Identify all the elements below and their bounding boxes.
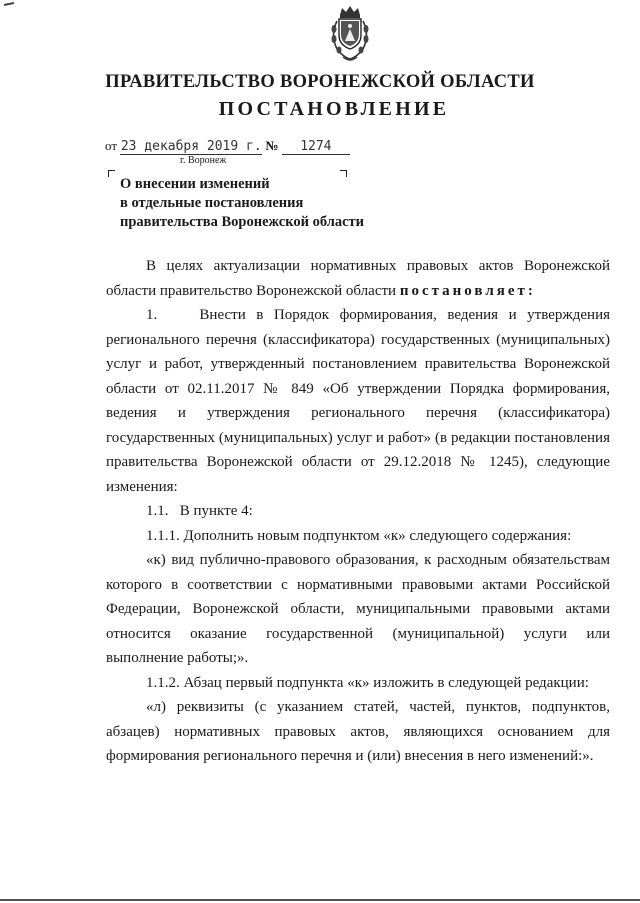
clause-1: 1. Внести в Порядок формирования, ведения и утверждения регионального перечня (классификатора) государственных (муниципальных) услуг и работ, утвержденный постановлением правительства Воронежской области от 02.11.2017 № 849 «Об утверждении Порядка формирования, ведения и утверждения регионального перечня (классификатора) государственных (муниципальных) услуг и работ» (в редакции постановления правительства Воронежской области от 29.12.2018 № 1245), следующие изменения:: [106, 307, 610, 495]
scan-bottom-edge: [0, 899, 640, 901]
preamble-line: [106, 279, 610, 304]
scan-mark: [4, 2, 14, 6]
date-number-line: [105, 138, 350, 155]
document-date: 23 декабря 2019 г.: [120, 139, 262, 154]
preamble-line: В целях актуализации нормативных правовых актов Воронежской: [146, 258, 610, 274]
clause-1-1-1: 1.1.1. Дополнить новым подпунктом «к» следующего содержания:: [146, 527, 572, 544]
resolves-keyword: постановляет:: [399, 282, 536, 299]
preamble-text: области правительство Воронежской области: [106, 282, 397, 299]
document-type: ПОСТАНОВЛЕНИЕ: [218, 98, 450, 120]
subject-line: правительства Воронежской области: [120, 214, 365, 230]
subclause-l-text: «л) реквизиты (с указанием статей, частей, пунктов, подпунктов, абзацев) нормативных правовых актов, являющихся основанием для формирования регионального перечня и (или) внесения в него изменений:».: [106, 699, 610, 764]
document-body: [106, 254, 610, 769]
issue-city: г. Воронеж: [180, 155, 227, 166]
document-number: 1274: [282, 140, 350, 155]
clause-1-1-2: 1.1.2. Абзац первый подпункта «к» изложить в следующей редакции:: [146, 674, 589, 691]
subclause-k-text: «к) вид публично-правового образования, к расходным обязательствам которого в соответствии с нормативными правовыми актами Российской Федерации, Воронежской области, муниципальными правовыми актами относится оказание государственной (муниципальной) услуги или выполнение работы;».: [106, 552, 610, 666]
clause-1-1: 1.1. В пункте 4:: [146, 503, 253, 519]
coat-of-arms-icon: [327, 5, 373, 65]
date-prefix: от: [105, 138, 118, 153]
subject-line: О внесении изменений: [120, 176, 270, 192]
subject-bracket-left: [108, 170, 115, 177]
number-prefix: №: [265, 138, 279, 153]
issuing-authority: ПРАВИТЕЛЬСТВО ВОРОНЕЖСКОЙ ОБЛАСТИ: [105, 72, 535, 92]
document-subject: [120, 175, 364, 232]
subject-line: в отдельные постановления: [120, 195, 304, 211]
